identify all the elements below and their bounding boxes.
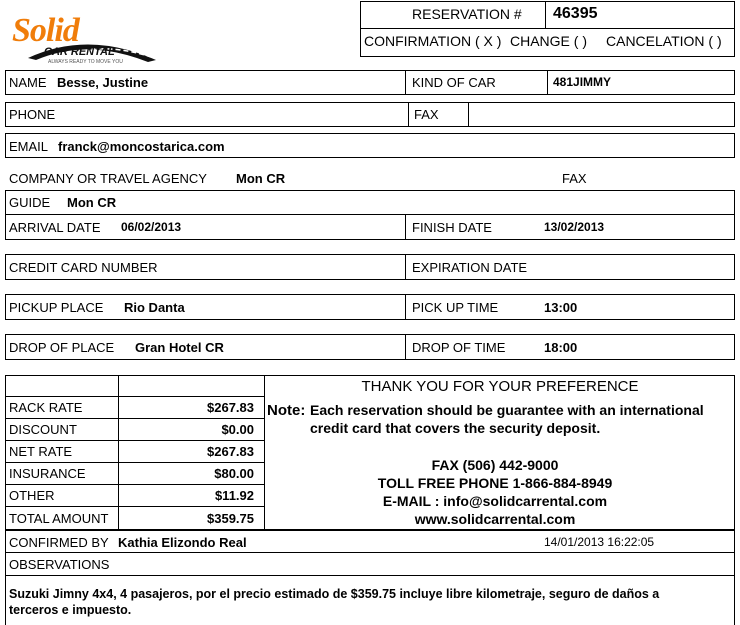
pickup-place-value: Rio Danta	[124, 300, 185, 315]
drop-place-label: DROP OF PLACE	[9, 340, 115, 355]
cancelation-option: CANCELATION ( )	[606, 33, 722, 49]
logo-tagline: ALWAYS READY TO MOVE YOU	[48, 59, 123, 65]
confirmed-date: 14/01/2013 16:22:05	[544, 535, 655, 549]
confirmation-option: CONFIRMATION ( X )	[364, 33, 502, 49]
contact-email: E-MAIL : info@solidcarrental.com	[382, 493, 608, 509]
logo-brand: Solid	[12, 12, 79, 49]
contact-fax: FAX (506) 442-9000	[431, 457, 559, 473]
phone-label: PHONE	[9, 107, 56, 122]
guide-value: Mon CR	[67, 195, 117, 210]
rate-label: DISCOUNT	[9, 422, 77, 437]
drop-time-value: 18:00	[544, 340, 578, 355]
thank-you-heading: THANK YOU FOR YOUR PREFERENCE	[361, 378, 639, 395]
rate-label: TOTAL AMOUNT	[9, 511, 109, 526]
rate-value: $267.83	[207, 444, 254, 459]
drop-place-value: Gran Hotel CR	[135, 340, 224, 355]
drop-row	[5, 334, 735, 360]
phone-row	[5, 102, 735, 127]
credit-card-label: CREDIT CARD NUMBER	[9, 260, 158, 275]
drop-time-label: DROP OF TIME	[412, 340, 506, 355]
company-value: Mon CR	[236, 171, 286, 186]
email-label: EMAIL	[9, 139, 49, 154]
rate-value: $267.83	[207, 400, 254, 415]
kind-of-car-value: 481JIMMY	[553, 75, 612, 89]
reservation-label: RESERVATION #	[412, 6, 522, 22]
confirmed-by-value: Kathia Elizondo Real	[118, 535, 247, 550]
observations-line-2: terceros e impuesto.	[9, 603, 132, 617]
expiration-date-label: EXPIRATION DATE	[412, 260, 528, 275]
logo-subtitle: CAR RENTAL	[44, 46, 115, 58]
pickup-row	[5, 294, 735, 320]
pickup-time-label: PICK UP TIME	[412, 300, 499, 315]
company-logo	[8, 10, 158, 66]
rate-label: OTHER	[9, 488, 55, 503]
rate-label: NET RATE	[9, 444, 73, 459]
note-line-2: credit card that covers the security deposit.	[310, 420, 601, 436]
arrival-date-label: ARRIVAL DATE	[9, 220, 101, 235]
note-line-1: Each reservation should be guarantee with an international	[310, 402, 704, 418]
kind-of-car-label: KIND OF CAR	[412, 75, 496, 90]
rate-label: INSURANCE	[9, 466, 86, 481]
finish-date-value: 13/02/2013	[544, 220, 605, 234]
pickup-place-label: PICKUP PLACE	[9, 300, 104, 315]
finish-date-label: FINISH DATE	[412, 220, 492, 235]
confirmed-by-label: CONFIRMED BY	[9, 535, 109, 550]
fax-label: FAX	[414, 107, 439, 122]
name-label: NAME	[9, 75, 47, 90]
contact-website: www.solidcarrental.com	[414, 511, 576, 527]
reservation-number: 46395	[553, 5, 598, 22]
email-value: franck@moncostarica.com	[58, 139, 225, 154]
name-value: Besse, Justine	[57, 75, 149, 90]
rate-value: $80.00	[214, 466, 254, 481]
rate-value: $359.75	[207, 511, 254, 526]
rate-value: $11.92	[214, 488, 254, 503]
pickup-time-value: 13:00	[544, 300, 578, 315]
rate-label: RACK RATE	[9, 400, 83, 415]
rate-value: $0.00	[221, 422, 254, 437]
change-option: CHANGE ( )	[510, 33, 587, 49]
arrival-date-value: 06/02/2013	[121, 220, 182, 234]
note-label: Note:	[267, 402, 306, 419]
company-label: COMPANY OR TRAVEL AGENCY	[9, 171, 207, 186]
guide-label: GUIDE	[9, 195, 51, 210]
observations-line-1: Suzuki Jimny 4x4, 4 pasajeros, por el precio estimado de $359.75 incluye libre kilometraje, seguro de daños a	[9, 587, 660, 601]
observations-label: OBSERVATIONS	[9, 557, 110, 572]
company-fax-label: FAX	[562, 171, 587, 186]
contact-toll-free: TOLL FREE PHONE 1-866-884-8949	[377, 475, 613, 491]
